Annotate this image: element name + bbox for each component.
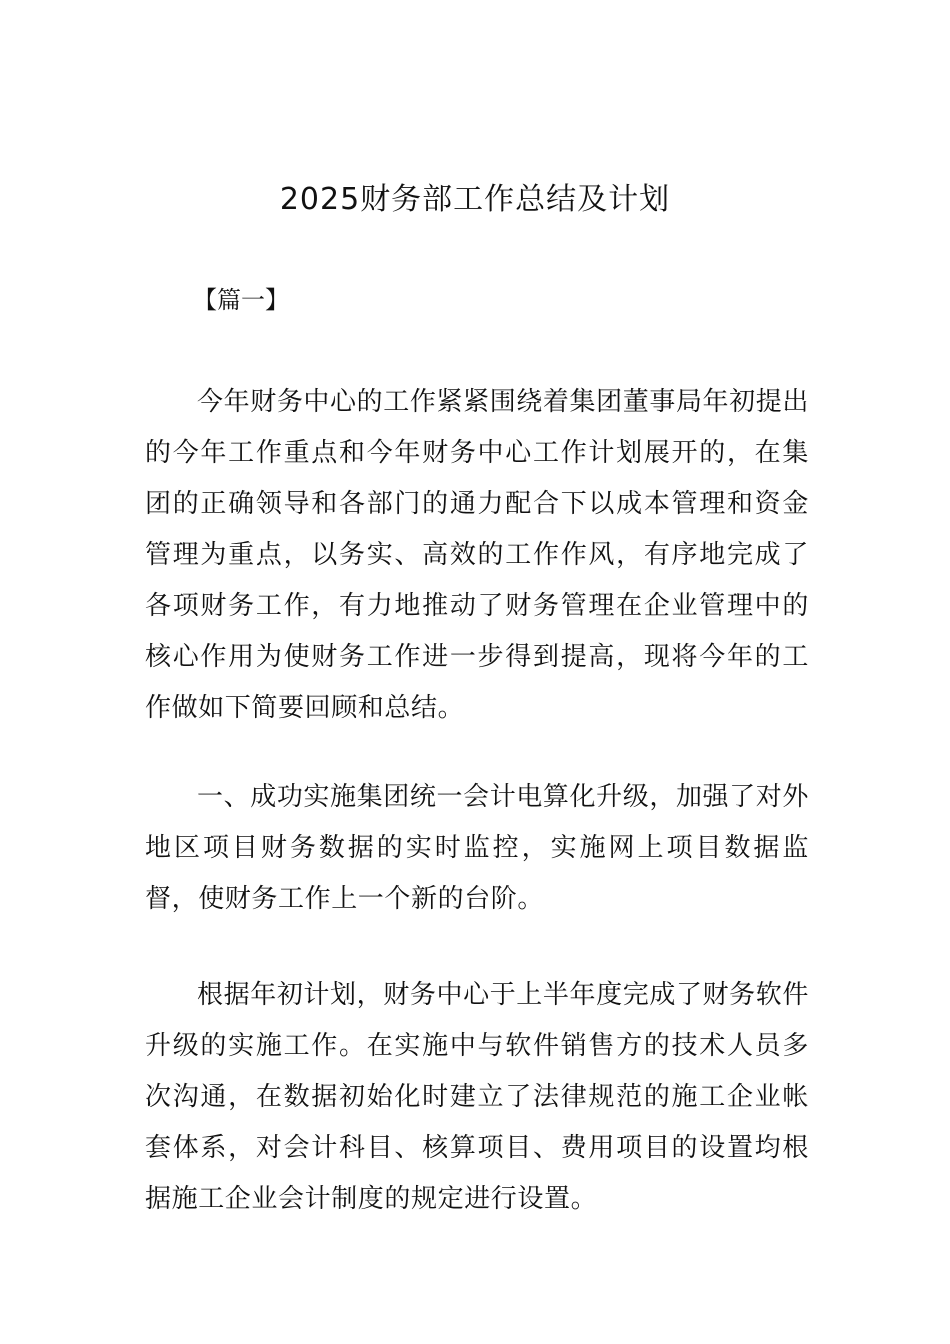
body-paragraph-3: 根据年初计划，财务中心于上半年度完成了财务软件升级的实施工作。在实施中与软件销售方的技术人员多次沟通，在数据初始化时建立了法律规范的施工企业帐套体系，对会计科目、核算项目、费用项目的设置均根据施工企业会计制度的规定进行设置。 (145, 980, 809, 1214)
document-title: 2025财务部工作总结及计划 (279, 182, 671, 217)
body-paragraph-2: 一、成功实施集团统一会计电算化升级，加强了对外地区项目财务数据的实时监控，实施网上项目数据监督，使财务工作上一个新的台阶。 (145, 782, 809, 914)
section-label: 【篇一】 (193, 286, 289, 314)
body-paragraph-1: 今年财务中心的工作紧紧围绕着集团董事局年初提出的今年工作重点和今年财务中心工作计划展开的，在集团的正确领导和各部门的通力配合下以成本管理和资金管理为重点，以务实、高效的工作作风，有序地完成了各项财务工作，有力地推动了财务管理在企业管理中的核心作用为使财务工作进一步得到提高，现将今年的工作做如下简要回顾和总结。 (145, 387, 809, 723)
